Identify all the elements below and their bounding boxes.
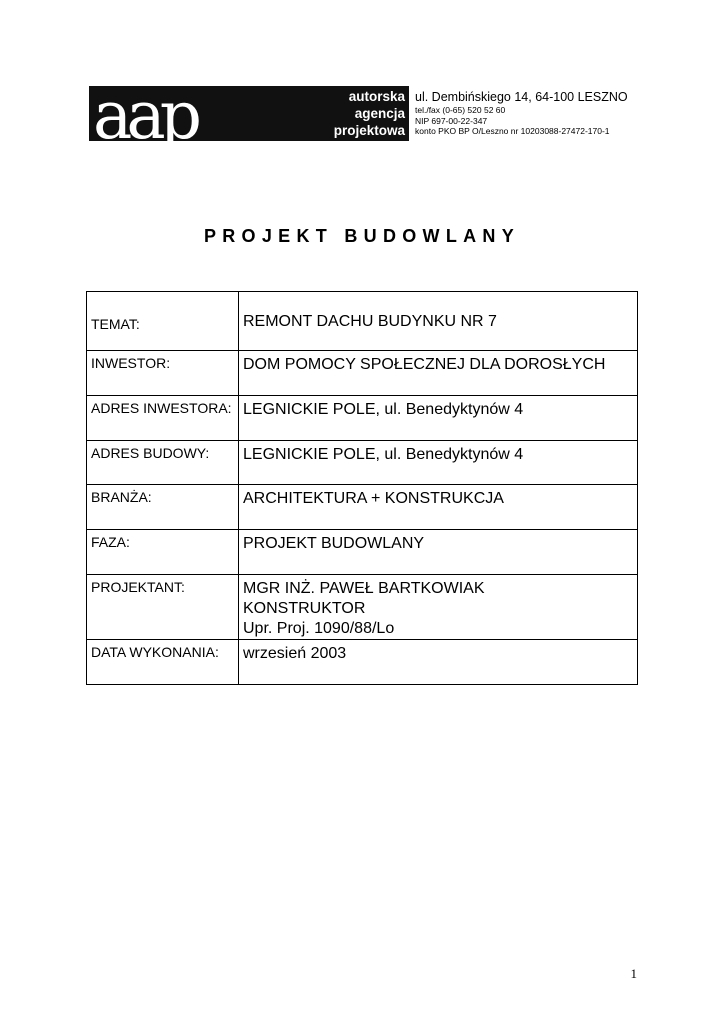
value-line: ARCHITEKTURA + KONSTRUKCJA: [243, 490, 504, 507]
row-label: ADRES INWESTORA:: [87, 396, 239, 441]
table-row: [87, 530, 638, 575]
value-line: MGR INŻ. PAWEŁ BARTKOWIAK: [243, 580, 485, 597]
row-label: INWESTOR:: [87, 351, 239, 396]
document-title: PROJEKT BUDOWLANY: [203, 226, 521, 246]
row-label: DATA WYKONANIA:: [87, 640, 239, 685]
page-number: 1: [630, 966, 637, 981]
value-line: LEGNICKIE POLE, ul. Benedyktynów 4: [243, 401, 524, 418]
row-label: BRANŻA:: [87, 485, 239, 530]
letterhead-banner: [89, 80, 409, 154]
value-line: Upr. Proj. 1090/88/Lo: [243, 620, 395, 637]
row-value: [239, 292, 638, 351]
table-row: [87, 640, 638, 685]
value-line: LEGNICKIE POLE, ul. Benedyktynów 4: [243, 446, 524, 463]
value-line: KONSTRUKTOR: [243, 600, 366, 617]
agency-bank-account: konto PKO BP O/Leszno nr 10203088-27472-170-1: [415, 126, 610, 136]
row-value: [239, 396, 638, 441]
row-value: [239, 575, 638, 640]
row-label: ADRES BUDOWY:: [87, 441, 239, 485]
row-value: [239, 441, 638, 485]
svg-text:aap: aap: [93, 80, 196, 154]
value-line: DOM POMOCY SPOŁECZNEJ DLA DOROSŁYCH: [243, 356, 606, 373]
agency-phone: tel./fax (0-65) 520 52 60: [415, 105, 506, 115]
value-line: REMONT DACHU BUDYNKU NR 7: [243, 313, 497, 330]
aap-logo: [89, 80, 289, 160]
row-value: [239, 485, 638, 530]
row-value: [239, 530, 638, 575]
table-row: [87, 575, 638, 640]
contact-block: [415, 90, 628, 137]
table-row: [87, 292, 638, 351]
value-line: PROJEKT BUDOWLANY: [243, 535, 425, 552]
agency-line-2: agencja: [354, 106, 405, 121]
row-label: FAZA:: [87, 530, 239, 575]
row-value: [239, 640, 638, 685]
value-line: wrzesień 2003: [243, 645, 347, 662]
table-row: [87, 396, 638, 441]
row-label: PROJEKTANT:: [87, 575, 239, 640]
table-row: [87, 441, 638, 485]
agency-line-1: autorska: [348, 89, 405, 104]
project-info-table: [86, 291, 638, 685]
agency-address: ul. Dembińskiego 14, 64-100 LESZNO: [415, 90, 628, 104]
agency-name: [334, 88, 405, 139]
table-row: [87, 485, 638, 530]
agency-nip: NIP 697-00-22-347: [415, 115, 488, 126]
row-label: TEMAT:: [87, 292, 239, 351]
table-row: [87, 351, 638, 396]
agency-line-3: projektowa: [333, 123, 405, 138]
row-value: [239, 351, 638, 396]
